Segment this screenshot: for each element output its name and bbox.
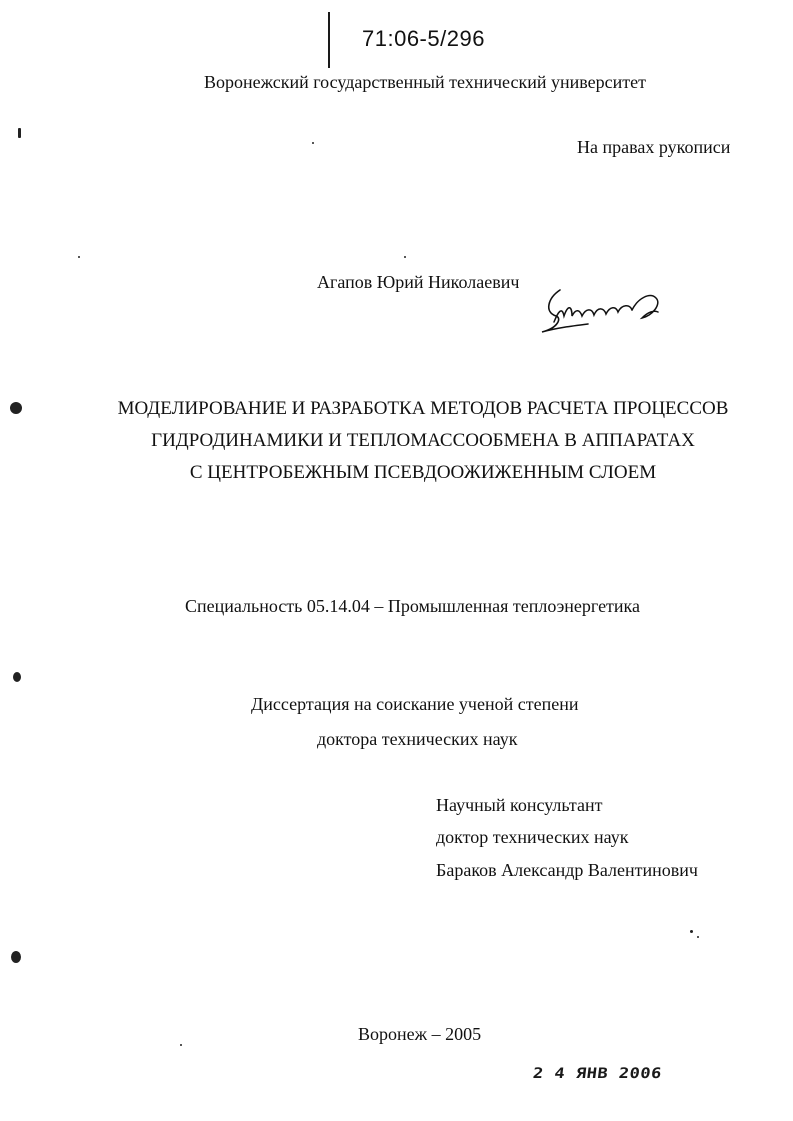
dissertation-degree-line-2: доктора технических наук [317,729,518,749]
speciality-line: Специальность 05.14.04 – Промышленная теплоэнергетика [185,596,641,616]
scan-speck [312,142,314,144]
city-year: Воронеж – 2005 [358,1024,482,1044]
advisor-role: Научный консультант [436,795,603,815]
dissertation-title-line-3: С ЦЕНТРОБЕЖНЫМ ПСЕВДООЖИЖЕННЫМ СЛОЕМ [189,462,657,483]
scan-speck [690,930,693,933]
author-signature [538,282,663,340]
margin-vertical-line [328,12,330,68]
binding-hole-mark [11,951,21,963]
binding-hole-mark [13,672,21,682]
scan-speck [697,936,699,938]
author-name: Агапов Юрий Николаевич [317,272,520,292]
receipt-date-stamp: 2 4 ЯНВ 2006 [531,1065,663,1082]
dissertation-title-line-2: ГИДРОДИНАМИКИ И ТЕПЛОМАССООБМЕНА В АППАРАТАХ [151,430,695,451]
university-name: Воронежский государственный технический университет [204,72,646,92]
scan-speck [404,256,406,258]
catalog-number: 71:06-5/296 [362,26,485,51]
dissertation-title-line-1: МОДЕЛИРОВАНИЕ И РАЗРАБОТКА МЕТОДОВ РАСЧЕТА ПРОЦЕССОВ [117,398,729,419]
binding-hole-mark [10,402,22,414]
manuscript-rights-label: На правах рукописи [577,137,731,157]
dissertation-degree-line-1: Диссертация на соискание ученой степени [251,694,579,714]
scan-speck [78,256,80,258]
advisor-degree: доктор технических наук [436,827,629,847]
scan-speck [18,128,21,138]
advisor-name: Бараков Александр Валентинович [436,860,698,880]
scan-speck [180,1044,182,1046]
